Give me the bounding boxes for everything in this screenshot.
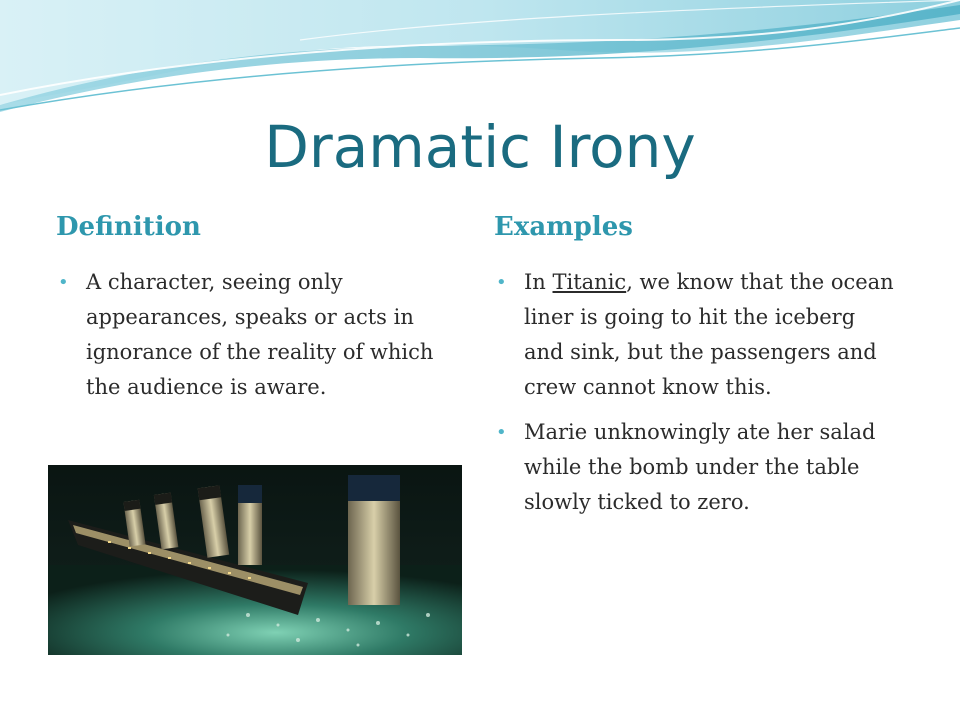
list-item bbox=[494, 265, 894, 405]
example-text: , we know that the ocean liner is going to hit the iceberg and sink, but the passengers and crew cannot know this. bbox=[524, 270, 894, 399]
list-item bbox=[494, 415, 894, 520]
sinking-ship-photo bbox=[48, 465, 462, 655]
list-item bbox=[56, 265, 466, 405]
examples-list bbox=[494, 265, 894, 530]
example-text: Marie unknowingly ate her salad while the bomb under the table slowly ticked to zero. bbox=[524, 420, 876, 514]
definition-heading: Definition bbox=[56, 212, 201, 242]
decorative-wave-banner bbox=[0, 0, 960, 120]
bullet-icon: • bbox=[58, 272, 69, 293]
bullet-icon: • bbox=[496, 422, 507, 443]
examples-heading: Examples bbox=[494, 212, 633, 242]
film-title: Titanic bbox=[552, 270, 627, 294]
bullet-icon: • bbox=[496, 272, 507, 293]
example-prefix: In bbox=[524, 270, 553, 294]
definition-list bbox=[56, 265, 466, 415]
definition-text: A character, seeing only appearances, speaks or acts in ignorance of the reality of which the audience is aware. bbox=[86, 270, 434, 399]
slide-title: Dramatic Irony bbox=[264, 113, 696, 181]
